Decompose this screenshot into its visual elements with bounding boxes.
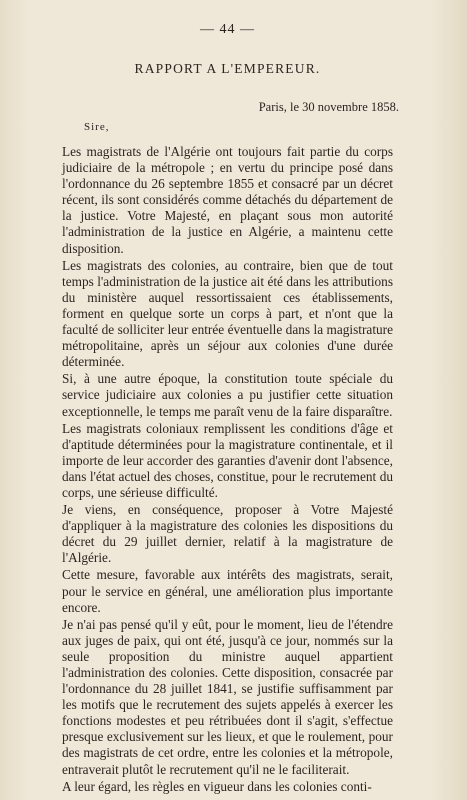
page-number: — 44 — [200, 22, 255, 37]
paragraph-algerie: Les magistrats de l'Algérie ont toujours fait partie du corps judiciaire de la métropole ; en vertu du principe posé dans l'ordonnance du 26 septembre 1855 et consacré par un décret récent, ils sont considérés comme détachés du département de la justice. Votre Majesté, en plaçant sous mon autorité l'administration de la justice en Algérie, a maintenu cette disposition. [62, 144, 393, 256]
paragraph-regles: A leur égard, les règles en vigueur dans les colonies conti- [62, 778, 372, 794]
paragraph-autre-epoque: Si, à une autre époque, la constitution toute spéciale du service judiciaire aux colonies a pu justifier cette situation exceptionnelle, le temps me paraît venu de la faire disparaître. [62, 371, 393, 419]
paragraph-juges-de-paix: Je n'ai pas pensé qu'il y eût, pour le moment, lieu de l'étendre aux juges de paix, qui ont été, jusqu'à ce jour, nommés sur la seule proposition du ministre auquel appartient l'administration des colonies. Cette disposition, consacrée par l'ordonnance du 28 juillet 1841, se justifie suffisamment par les motifs que le recrutement des sujets appelés à exercer les fonctions modestes et peu rétribuées dont il s'agit, s'effectue presque exclusivement sur les lieux, et que le roulement, pour des magistrats de cet ordre, entre les colonies et la métropole, entraverait plutôt le recrutement qu'il ne le faciliterait. [62, 616, 393, 777]
paragraph-mesure: Cette mesure, favorable aux intérêts des magistrats, serait, pour le service en général, une amélioration plus importante encore. [62, 567, 393, 615]
paragraph-proposition: Je viens, en conséquence, proposer à Votre Majesté d'appliquer à la magistrature des colonies les dispositions du décret du 29 juillet dernier, relatif à la magistrature de l'Algérie. [62, 502, 393, 566]
salutation: Sire, [84, 121, 110, 133]
paragraph-magistrats-coloniaux: Les magistrats coloniaux remplissent les conditions d'âge et d'aptitude déterminées pour la magistrature continentale, et il importe de leur accorder des garanties d'avenir dont l'absence, dans l'état actuel des choses, constitue, pour le recrutement du corps, une sérieuse difficulté. [62, 420, 393, 500]
paragraph-colonies: Les magistrats des colonies, au contraire, bien que de tout temps l'administration de la justice ait été dans les attributions du ministère auquel ressortissaient ces établissements, forment en quelque sorte un corps à part, et n'ont que la faculté de solliciter leur entrée éventuelle dans la magistrature métropolitaine, après un séjour aux colonies d'une durée déterminée. [62, 257, 393, 370]
dateline: Paris, le 30 novembre 1858. [258, 100, 399, 114]
report-heading: RAPPORT A L'EMPEREUR. [134, 61, 321, 76]
